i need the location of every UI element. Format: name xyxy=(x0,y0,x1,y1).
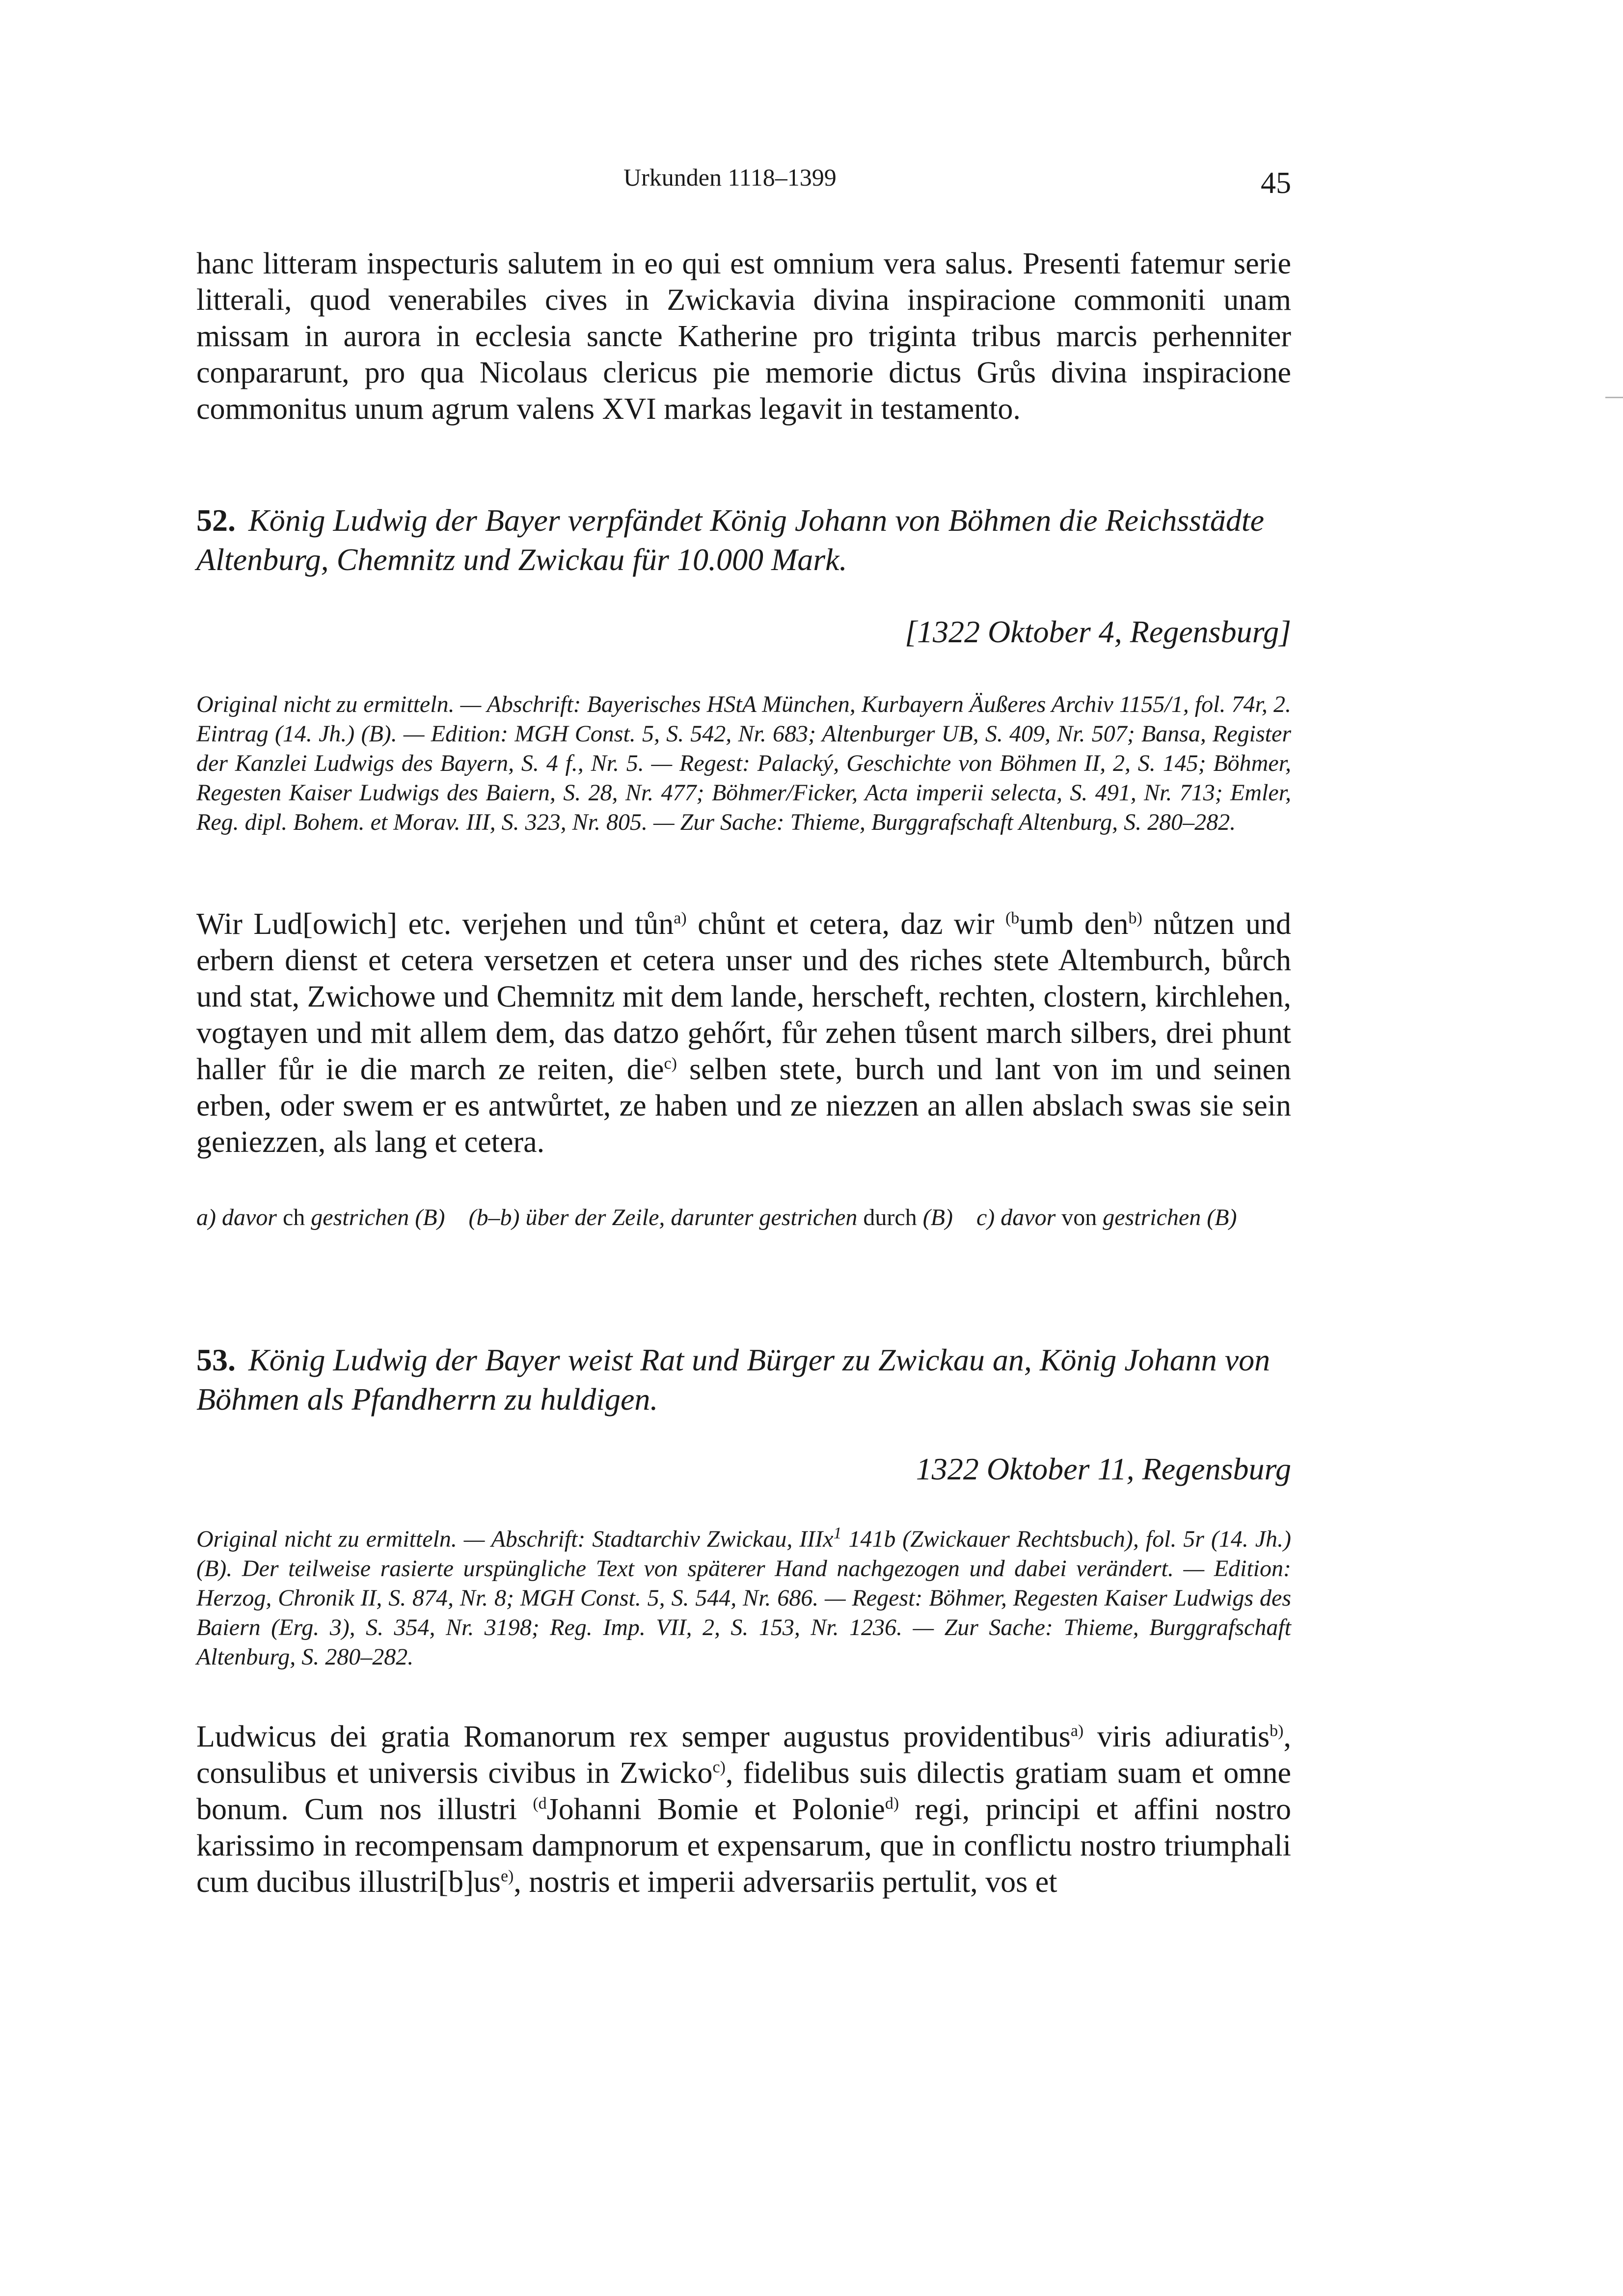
document-53-number: 53. xyxy=(196,1342,236,1377)
continuation-paragraph: hanc litteram inspecturis salutem in eo qui est omnium vera salus. Presenti fatemur serie litterali, quod venerabiles cives in Zwickavia divina inspiracione commoniti unam missam in aurora in ecclesia sancte Katherine pro triginta tribus marcis perhenniter conpararunt, pro qua Nicolaus clericus pie memorie dictus Grůs divina inspiracione commonitus unum agrum valens XVI markas legavit in testamento. xyxy=(196,247,1291,426)
footnote-mark-b-open: (b xyxy=(1005,909,1020,928)
running-title: Urkunden 1118–1399 xyxy=(623,164,837,191)
document-53-paragraph: Ludwicus dei gratia Romanorum rex semper augustus providentibus$^{a)}$ viris adiuratis$^{b)}$, consulibus et universis civibus in Zwicko$^{c)}$, fidelibus suis dilectis gratiam suam et omne bonum. Cum nos illustri $^{(d}$Johanni Bomie et Polonie$^{d)}$ regi, principi et affini nostro karissimo in recompensam dampnorum et expensarum, que in conflictu nostro triumphali cum ducibus $illustri[b]us^{e)}$, nostris et imperii adversariis pertulit, vos et xyxy=(196,1720,1292,1899)
footnote-mark-c: c) xyxy=(664,1054,677,1073)
note-b: (b–b) über der Zeile, darunter gestrichen durch (B) xyxy=(468,1204,953,1230)
footnote-mark-d-open: (d xyxy=(533,1794,547,1813)
document-52-title: König Ludwig der Bayer verpfändet König Johann von Böhmen die Reichsstädte Altenburg, Chemnitz und Zwickau für 10.000 Mark. xyxy=(196,503,1264,577)
footnote-mark-b-close: b) xyxy=(1128,909,1142,928)
document-52-paragraph: Wir Lud[owich] etc. verjehen und tůn$^{a)}$ chůnt et cetera, daz wir $^{(b}$umb den$^{b)}$ nůtzen und erbern dienst et cetera versetzen et cetera unser und des riches stete Altemburch, bůrch und stat, Zwichowe und Chemnitz mit dem lande, herscheft, rechten, clostern, kirchlehen, vogtayen und mit allem dem, das datzo gehőrt, fůr zehen tůsent march silbers, drei phunt haller fůr ie die march ze reiten, die$^{c)}$ selben stete, burch und lant von im und seinen erben, oder swem er es antwůrtet, ze haben und ze niezzen an allen abslach swas sie sein geniezzen, als lang et cetera. xyxy=(196,907,1292,1159)
document-52-apparatus: Original nicht zu ermitteln. — Abschrift: Bayerisches HStA München, Kurbayern Äußeres Archiv 1155/1, fol. 74r, 2. Eintrag (14. Jh.) (B). — Edition: MGH Const. 5, S. 542, Nr. 683; Altenburger UB, S. 409, Nr. 507; Bansa, Register der Kanzlei Ludwigs des Bayern, S. 4 f., Nr. 5. — Regest: Palacký, Geschichte von Böhmen II, 2, S. 145; Böhmer, Regesten Kaiser Ludwigs des Baiern, S. 28, Nr. 477; Böhmer/Ficker, Acta imperii selecta, S. 491, Nr. 713; Emler, Reg. dipl. Bohem. et Morav. III, S. 323, Nr. 805. — Zur Sache: Thieme, Burggrafschaft Altenburg, S. 280–282. xyxy=(196,691,1291,835)
document-52-text xyxy=(196,906,1291,1160)
document-52-dateline: [1322 Oktober 4, Regensburg] xyxy=(905,614,1291,649)
document-53-text xyxy=(196,1719,1291,1900)
footnote-mark-a: a) xyxy=(1070,1722,1084,1740)
footnote-mark-d-close: d) xyxy=(885,1794,899,1813)
document-52-heading xyxy=(196,501,1291,579)
footnote-mark-c: c) xyxy=(712,1758,726,1777)
page-number: 45 xyxy=(1261,166,1291,200)
document-53-apparatus: Original nicht zu ermitteln. — Abschrift: Stadtarchiv Zwickau, IIIx$^1$ 141b (Zwickauer Rechtsbuch), fol. 5r (14. Jh.) (B). Der teilweise rasierte urspüngliche Text von späterer Hand nachgezogen und dabei verändert. — Edition: Herzog, Chronik II, S. 874, Nr. 8; MGH Const. 5, S. 544, Nr. 686. — Regest: Böhmer, Regesten Kaiser Ludwigs des Baiern (Erg. 3), S. 354, Nr. 3198; Reg. Imp. VII, 2, S. 153, Nr. 1236. — Zur Sache: Thieme, Burggrafschaft Altenburg, S. 280–282. xyxy=(196,1524,1291,1670)
running-header xyxy=(196,157,1291,200)
footnote-mark-b: b) xyxy=(1270,1722,1284,1740)
document-53-title: König Ludwig der Bayer weist Rat und Bürger zu Zwickau an, König Johann von Böhmen als Pfandherrn zu huldigen. xyxy=(196,1342,1271,1417)
footnote-mark-a: a) xyxy=(674,909,687,928)
document-53-dateline: 1322 Oktober 11, Regensburg xyxy=(916,1451,1291,1486)
margin-tick xyxy=(1605,397,1623,398)
footnote-mark-e: e) xyxy=(500,1867,514,1886)
note-c: c) davor von gestrichen (B) xyxy=(976,1204,1237,1230)
document-53-heading xyxy=(196,1340,1291,1419)
continuation-text xyxy=(196,246,1291,427)
document-52-number: 52. xyxy=(196,503,236,538)
document-52-notes xyxy=(196,1203,1291,1232)
note-a: a) davor ch gestrichen (B) xyxy=(196,1204,445,1230)
